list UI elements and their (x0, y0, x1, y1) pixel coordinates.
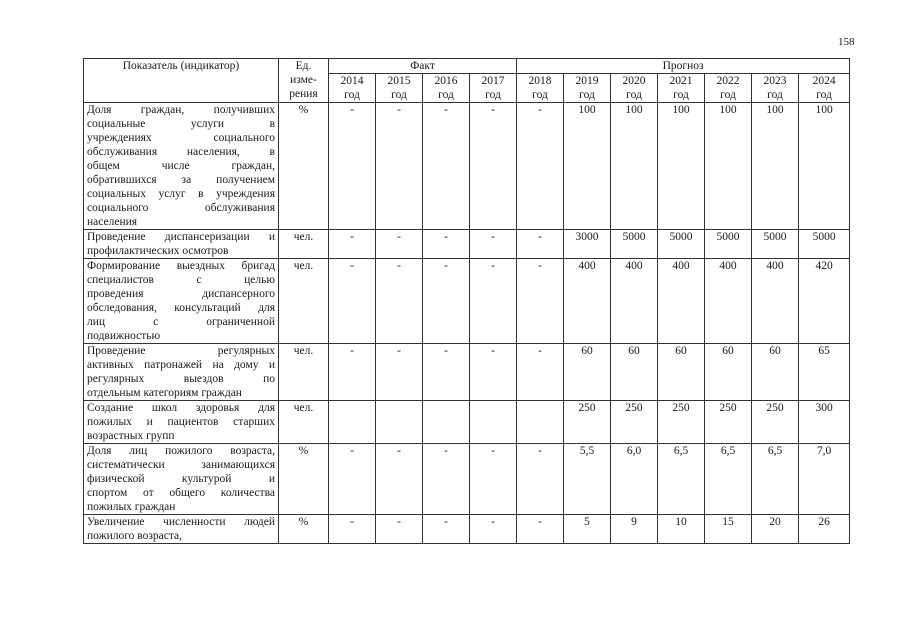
value-cell-2017 (470, 401, 517, 444)
indicator-line: подвижностью (87, 330, 161, 342)
value-cell-2022: 400 (705, 259, 752, 344)
table-row (84, 230, 850, 259)
indicator-line: обслуживания населения, в (87, 146, 275, 158)
value-cell-2016: - (423, 103, 470, 230)
header-year-suffix: год (391, 89, 407, 101)
indicator-line: специалистов с целью (87, 274, 275, 286)
header-year-suffix: год (767, 89, 783, 101)
table-body (84, 103, 850, 544)
value-cell-2021: 400 (658, 259, 705, 344)
value-cell-2023: 20 (752, 515, 799, 544)
value-cell-2023: 400 (752, 259, 799, 344)
indicator-name (84, 259, 279, 344)
indicator-line: возрастных групп (87, 430, 175, 442)
value-cell-2014: - (329, 344, 376, 401)
value-cell-2024: 5000 (799, 230, 850, 259)
header-year-2019 (564, 74, 611, 103)
header-year-number: 2021 (669, 75, 693, 87)
value-cell-2016: - (423, 515, 470, 544)
header-year-2022 (705, 74, 752, 103)
value-cell-2014: - (329, 103, 376, 230)
value-cell-2020: 250 (611, 401, 658, 444)
indicator-line: пожилого возраста, (87, 530, 183, 542)
value-cell-2022: 100 (705, 103, 752, 230)
value-cell-2018: - (517, 259, 564, 344)
header-year-number: 2015 (387, 75, 411, 87)
indicator-name (84, 401, 279, 444)
value-cell-2022: 60 (705, 344, 752, 401)
value-cell-2023: 250 (752, 401, 799, 444)
indicator-name (84, 444, 279, 515)
value-cell-2016 (423, 401, 470, 444)
value-cell-2015: - (376, 230, 423, 259)
value-cell-2021: 5000 (658, 230, 705, 259)
indicator-line: общем числе граждан, (87, 160, 275, 172)
unit-cell: % (279, 103, 329, 230)
indicator-line: Формирование выездных бригад (87, 260, 275, 272)
unit-cell: чел. (279, 259, 329, 344)
value-cell-2020: 9 (611, 515, 658, 544)
value-cell-2015: - (376, 515, 423, 544)
indicator-line: Проведение регулярных (87, 345, 275, 357)
value-cell-2015: - (376, 444, 423, 515)
value-cell-2014: - (329, 515, 376, 544)
value-cell-2023: 5000 (752, 230, 799, 259)
value-cell-2020: 5000 (611, 230, 658, 259)
value-cell-2019: 5 (564, 515, 611, 544)
unit-cell: % (279, 515, 329, 544)
value-cell-2019: 250 (564, 401, 611, 444)
value-cell-2024: 7,0 (799, 444, 850, 515)
unit-cell: чел. (279, 401, 329, 444)
value-cell-2018 (517, 401, 564, 444)
indicator-line: социальных услуг в учреждения (87, 188, 275, 200)
header-forecast: Прогноз (517, 59, 850, 74)
header-year-2021 (658, 74, 705, 103)
value-cell-2020: 400 (611, 259, 658, 344)
value-cell-2024: 65 (799, 344, 850, 401)
value-cell-2019: 400 (564, 259, 611, 344)
value-cell-2024: 420 (799, 259, 850, 344)
header-indicator: Показатель (индикатор) (84, 59, 279, 103)
unit-cell: % (279, 444, 329, 515)
table-row (84, 444, 850, 515)
header-year-suffix: год (673, 89, 689, 101)
indicator-line: обследования, консультаций для (87, 302, 275, 314)
table-row (84, 344, 850, 401)
indicator-line: социальные услуги в (87, 118, 275, 130)
value-cell-2024: 26 (799, 515, 850, 544)
value-cell-2014 (329, 401, 376, 444)
value-cell-2021: 100 (658, 103, 705, 230)
indicator-line: населения (87, 216, 138, 228)
indicator-line: Доля граждан, получивших (87, 104, 275, 116)
value-cell-2019: 5,5 (564, 444, 611, 515)
header-year-suffix: год (816, 89, 832, 101)
value-cell-2016: - (423, 259, 470, 344)
value-cell-2015 (376, 401, 423, 444)
header-unit (279, 59, 329, 103)
header-year-suffix: год (532, 89, 548, 101)
table-row (84, 515, 850, 544)
value-cell-2021: 60 (658, 344, 705, 401)
value-cell-2022: 15 (705, 515, 752, 544)
header-unit-line: Ед. (295, 60, 312, 72)
header-year-number: 2024 (812, 75, 836, 87)
value-cell-2018: - (517, 230, 564, 259)
indicator-line: профилактических осмотров (87, 245, 229, 257)
indicator-line: Создание школ здоровья для (87, 402, 275, 414)
header-year-suffix: год (579, 89, 595, 101)
header-year-2024 (799, 74, 850, 103)
header-year-number: 2014 (340, 75, 364, 87)
indicator-line: отдельным категориям граждан (87, 387, 242, 399)
value-cell-2024: 300 (799, 401, 850, 444)
value-cell-2020: 6,0 (611, 444, 658, 515)
value-cell-2018: - (517, 444, 564, 515)
indicator-name (84, 515, 279, 544)
indicator-line: пожилых и пациентов старших (87, 416, 275, 428)
table-row (84, 259, 850, 344)
indicator-line: Доля лиц пожилого возраста, (87, 445, 275, 457)
header-year-number: 2020 (622, 75, 646, 87)
value-cell-2020: 60 (611, 344, 658, 401)
unit-cell: чел. (279, 344, 329, 401)
header-year-number: 2023 (763, 75, 787, 87)
value-cell-2015: - (376, 103, 423, 230)
value-cell-2014: - (329, 259, 376, 344)
value-cell-2018: - (517, 515, 564, 544)
value-cell-2021: 6,5 (658, 444, 705, 515)
indicator-table (83, 58, 850, 544)
header-year-suffix: год (626, 89, 642, 101)
value-cell-2014: - (329, 230, 376, 259)
value-cell-2022: 6,5 (705, 444, 752, 515)
header-year-2016 (423, 74, 470, 103)
table-row (84, 401, 850, 444)
indicator-line: спортом от общего количества (87, 487, 275, 499)
value-cell-2015: - (376, 259, 423, 344)
value-cell-2016: - (423, 230, 470, 259)
page-number: 158 (838, 36, 855, 48)
indicator-line: физической культурой и (87, 473, 275, 485)
value-cell-2016: - (423, 444, 470, 515)
header-year-2014 (329, 74, 376, 103)
header-year-2023 (752, 74, 799, 103)
value-cell-2017: - (470, 230, 517, 259)
value-cell-2016: - (423, 344, 470, 401)
header-year-suffix: год (720, 89, 736, 101)
value-cell-2017: - (470, 444, 517, 515)
header-year-number: 2022 (716, 75, 740, 87)
header-year-2015 (376, 74, 423, 103)
table-row (84, 103, 850, 230)
value-cell-2021: 250 (658, 401, 705, 444)
value-cell-2019: 100 (564, 103, 611, 230)
header-year-suffix: год (485, 89, 501, 101)
indicator-line: Увеличение численности людей (87, 516, 275, 528)
value-cell-2023: 6,5 (752, 444, 799, 515)
indicator-line: активных патронажей на дому и (87, 359, 275, 371)
value-cell-2017: - (470, 344, 517, 401)
indicator-line: лиц с ограниченной (87, 316, 275, 328)
indicator-name (84, 103, 279, 230)
header-year-suffix: год (438, 89, 454, 101)
header-year-number: 2016 (434, 75, 458, 87)
header-year-number: 2019 (575, 75, 599, 87)
header-unit-line: изме- (290, 74, 317, 86)
value-cell-2023: 60 (752, 344, 799, 401)
indicator-line: обратившихся за получением (87, 174, 275, 186)
indicator-line: пожилых граждан (87, 501, 176, 513)
value-cell-2017: - (470, 259, 517, 344)
value-cell-2019: 3000 (564, 230, 611, 259)
indicator-line: Проведение диспансеризации и (87, 231, 275, 243)
value-cell-2017: - (470, 103, 517, 230)
header-year-2018 (517, 74, 564, 103)
indicator-line: проведения диспансерного (87, 288, 275, 300)
header-year-suffix: год (344, 89, 360, 101)
value-cell-2024: 100 (799, 103, 850, 230)
value-cell-2018: - (517, 103, 564, 230)
indicator-line: социального обслуживания (87, 202, 275, 214)
value-cell-2021: 10 (658, 515, 705, 544)
indicator-line: учреждениях социального (87, 132, 275, 144)
header-year-2017 (470, 74, 517, 103)
indicator-line: регулярных выездов по (87, 373, 275, 385)
header-fact: Факт (329, 59, 517, 74)
indicator-line: систематически занимающихся (87, 459, 275, 471)
value-cell-2014: - (329, 444, 376, 515)
value-cell-2017: - (470, 515, 517, 544)
header-unit-line: рения (289, 88, 318, 100)
header-year-2020 (611, 74, 658, 103)
indicator-name (84, 344, 279, 401)
unit-cell: чел. (279, 230, 329, 259)
header-row-1 (84, 59, 850, 74)
value-cell-2022: 5000 (705, 230, 752, 259)
value-cell-2015: - (376, 344, 423, 401)
header-year-number: 2017 (481, 75, 505, 87)
value-cell-2020: 100 (611, 103, 658, 230)
value-cell-2023: 100 (752, 103, 799, 230)
indicator-name (84, 230, 279, 259)
value-cell-2018: - (517, 344, 564, 401)
value-cell-2022: 250 (705, 401, 752, 444)
header-year-number: 2018 (528, 75, 552, 87)
value-cell-2019: 60 (564, 344, 611, 401)
